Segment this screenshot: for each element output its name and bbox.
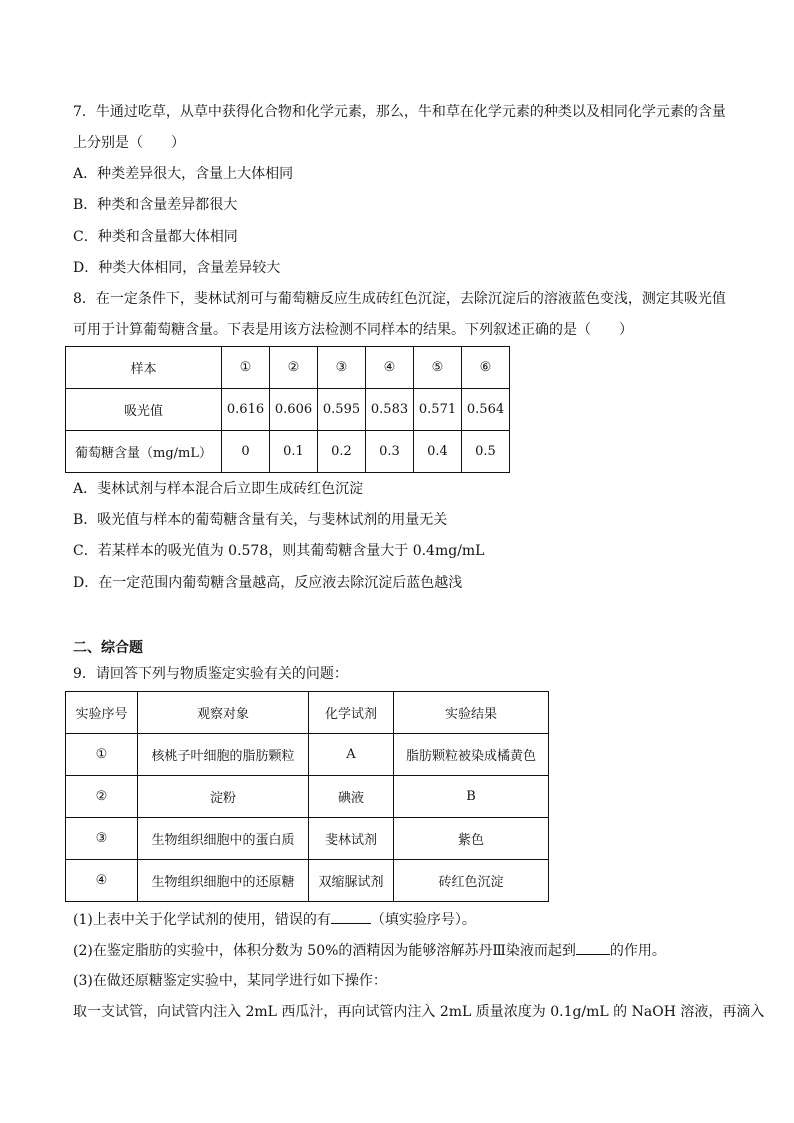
- table-cell: 紫色: [394, 818, 549, 860]
- table-cell: ①: [222, 347, 270, 389]
- q9-sub1-text: (1)上表中关于化学试剂的使用，错误的有: [73, 912, 331, 928]
- table-cell: 0.4: [414, 431, 462, 473]
- q9-subquestion-1: [73, 909, 476, 930]
- table-row: [66, 776, 549, 818]
- table-cell: A: [309, 734, 394, 776]
- table-cell: ④: [66, 860, 138, 902]
- q9-sub1-suffix: （填实验序号）。: [370, 912, 476, 928]
- table-cell: 脂肪颗粒被染成橘黄色: [394, 734, 549, 776]
- table-cell: 0.583: [366, 389, 414, 431]
- table-cell: 0: [222, 431, 270, 473]
- table-cell: 葡萄糖含量（mg/mL）: [66, 431, 222, 473]
- table-cell: 0.5: [462, 431, 510, 473]
- table-cell: ②: [270, 347, 318, 389]
- q7-option-c: C．种类和含量都大体相同: [73, 229, 238, 245]
- table-cell: 生物组织细胞中的蛋白质: [138, 818, 309, 860]
- table-row: [66, 389, 510, 431]
- table-cell: ③: [318, 347, 366, 389]
- table-cell: 0.595: [318, 389, 366, 431]
- table-cell: 0.2: [318, 431, 366, 473]
- table-header-cell: 实验序号: [66, 692, 138, 734]
- table-cell: ③: [66, 818, 138, 860]
- table-cell: 碘液: [309, 776, 394, 818]
- table-cell: 0.564: [462, 389, 510, 431]
- q8-data-table: [65, 346, 510, 473]
- table-header-row: [66, 692, 549, 734]
- table-row: [66, 431, 510, 473]
- table-row: [66, 734, 549, 776]
- table-cell: 砖红色沉淀: [394, 860, 549, 902]
- table-cell: ⑥: [462, 347, 510, 389]
- table-cell: 0.1: [270, 431, 318, 473]
- table-header-cell: 实验结果: [394, 692, 549, 734]
- q8-stem-line1: 8．在一定条件下，斐林试剂可与葡萄糖反应生成砖红色沉淀，去除沉淀后的溶液蓝色变浅，测定其吸光值: [73, 291, 726, 307]
- table-cell: 吸光值: [66, 389, 222, 431]
- table-cell: 样本: [66, 347, 222, 389]
- q9-sub2-text: (2)在鉴定脂肪的实验中，体积分数为 50%的酒精因为能够溶解苏丹Ⅲ染液而起到: [73, 943, 576, 959]
- q7-stem-line2: 上分别是（ ）: [73, 135, 185, 151]
- table-cell: 0.571: [414, 389, 462, 431]
- table-cell: 0.616: [222, 389, 270, 431]
- table-cell: 0.606: [270, 389, 318, 431]
- section-title: 二、综合题: [73, 640, 143, 656]
- table-cell: 0.3: [366, 431, 414, 473]
- table-cell: B: [394, 776, 549, 818]
- table-row: [66, 347, 510, 389]
- q7-option-b: B．种类和含量差异都很大: [73, 197, 238, 213]
- table-cell: ⑤: [414, 347, 462, 389]
- q9-experiment-table: [65, 691, 549, 902]
- q8-stem-line2: 可用于计算葡萄糖含量。下表是用该方法检测不同样本的结果。下列叙述正确的是（ ）: [73, 322, 633, 338]
- table-cell: 双缩脲试剂: [309, 860, 394, 902]
- table-cell: ④: [366, 347, 414, 389]
- table-cell: 斐林试剂: [309, 818, 394, 860]
- table-cell: ②: [66, 776, 138, 818]
- q8-option-b: B．吸光值与样本的葡萄糖含量有关，与斐林试剂的用量无关: [73, 512, 448, 528]
- q9-subquestion-3-text: 取一支试管，向试管内注入 2mL 西瓜汁，再向试管内注入 2mL 质量浓度为 0.1g/mL 的 NaOH 溶液，再滴入: [73, 1004, 765, 1020]
- q8-option-d: D．在一定范围内葡萄糖含量越高，反应液去除沉淀后蓝色越浅: [73, 575, 463, 591]
- table-row: [66, 818, 549, 860]
- q9-subquestion-3: (3)在做还原糖鉴定实验中，某同学进行如下操作：: [73, 973, 387, 989]
- q8-option-c: C．若某样本的吸光值为 0.578，则其葡萄糖含量大于 0.4mg/mL: [73, 543, 485, 559]
- table-cell: 淀粉: [138, 776, 309, 818]
- answer-blank: [576, 940, 610, 955]
- q7-stem-line1: 7．牛通过吃草，从草中获得化合物和化学元素，那么，牛和草在化学元素的种类以及相同化学元素的含量: [73, 104, 726, 120]
- q8-option-a: A．斐林试剂与样本混合后立即生成砖红色沉淀: [73, 481, 364, 497]
- table-cell: 核桃子叶细胞的脂肪颗粒: [138, 734, 309, 776]
- q9-subquestion-2: [73, 940, 666, 961]
- q9-sub2-suffix: 的作用。: [609, 943, 666, 959]
- q9-stem: 9．请回答下列与物质鉴定实验有关的问题：: [73, 666, 348, 682]
- table-header-cell: 观察对象: [138, 692, 309, 734]
- table-cell: ①: [66, 734, 138, 776]
- table-cell: 生物组织细胞中的还原糖: [138, 860, 309, 902]
- table-row: [66, 860, 549, 902]
- answer-blank: [331, 909, 371, 924]
- table-header-cell: 化学试剂: [309, 692, 394, 734]
- q7-option-a: A．种类差异很大，含量上大体相同: [73, 166, 294, 182]
- q7-option-d: D．种类大体相同，含量差异较大: [73, 260, 281, 276]
